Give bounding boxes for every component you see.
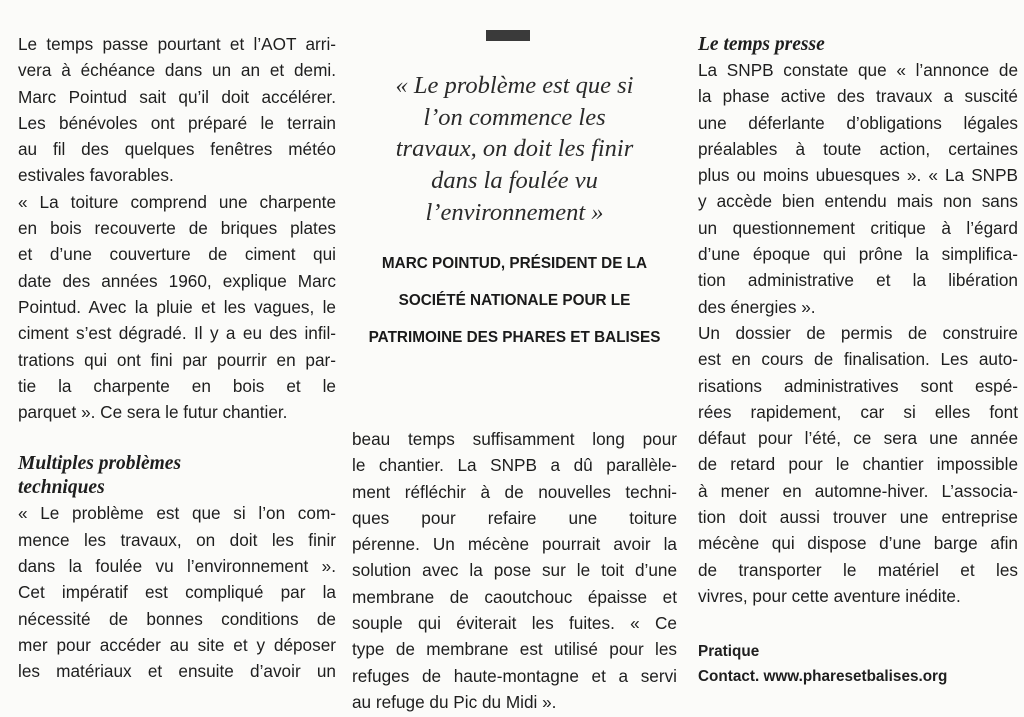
- text-line: La SNPB constate que « l’annonce de: [698, 60, 1018, 80]
- text-line: estivales favorables.: [18, 165, 174, 186]
- text-line: et d’une couverture de ciment qui: [18, 244, 336, 265]
- text-line: les matériaux et ensuite d’avoir un: [18, 661, 336, 682]
- quote-line: l’environnement »: [425, 198, 604, 226]
- section-heading-le-temps-presse: Le temps presse: [698, 34, 825, 55]
- paragraph-snpb: [698, 57, 1018, 320]
- text-line: vivres, pour cette aventure inédite.: [698, 585, 961, 606]
- text-line: des énergies ».: [698, 296, 816, 317]
- text-line: Les bénévoles ont préparé le terrain: [18, 112, 336, 133]
- text-line: la phase active des travaux a suscité: [698, 86, 1018, 107]
- text-line: Pointud. Avec la pluie et les vagues, le: [18, 296, 336, 317]
- quote-divider-bar: [486, 30, 530, 41]
- text-line: parquet ». Ce sera le futur chantier.: [18, 402, 288, 423]
- text-line: Cet impératif est compliqué par la: [18, 582, 336, 603]
- text-line: Le temps passe pourtant et l’AOT arri-: [18, 34, 336, 54]
- text-line: souple qui éviterait les fuites. « Ce: [352, 613, 677, 634]
- text-line: au fil des quelques fenêtres météo: [18, 139, 336, 160]
- quote-line: « Le problème est que si: [395, 72, 634, 99]
- text-line: ment réfléchir à de nouvelles techni-: [352, 481, 677, 502]
- quote-line: travaux, on doit les finir: [395, 135, 634, 163]
- quote-line: l’on commence les: [423, 103, 606, 131]
- heading-line: Multiples problèmes: [18, 453, 182, 475]
- text-line: est en cours de finalisation. Les auto-: [698, 349, 1018, 370]
- pull-quote-text: [352, 70, 677, 229]
- text-line: une déferlante d’obligations légales: [698, 112, 1018, 133]
- paragraph-aot: [18, 31, 336, 189]
- text-line: Marc Pointud sait qu’il doit accélérer.: [18, 86, 336, 107]
- text-line: mécène qui dispose d’une barge afin: [698, 533, 1018, 554]
- section-heading-multiples-problemes: [18, 452, 336, 500]
- text-line: dans la foulée vu l’environnement ».: [18, 556, 336, 577]
- text-line: au refuge du Pic du Midi ».: [352, 691, 557, 712]
- text-line: ques pour refaire une toiture: [352, 507, 677, 528]
- pratique-box: [698, 639, 1018, 689]
- text-line: solution avec la pose sur le toit d’une: [352, 560, 677, 581]
- text-line: tion doit aussi trouver une entreprise: [698, 507, 1018, 528]
- text-line: préalables à toute action, certaines: [698, 138, 1018, 159]
- paragraph-probleme: [18, 500, 336, 684]
- article-column-1: [18, 31, 336, 685]
- text-line: mence les travaux, on doit les finir: [18, 529, 336, 550]
- text-line: tie la charpente en bois et le: [18, 375, 336, 396]
- text-line: de transporter le matériel et les: [698, 559, 1018, 580]
- text-line: Un dossier de permis de construire: [698, 322, 1018, 343]
- contact-link[interactable]: Contact. www.pharesetbalises.org: [698, 668, 948, 685]
- text-line: trations qui ont fini par pourrir en par-: [18, 349, 336, 370]
- text-line: en bois recouverte de briques plates: [18, 218, 336, 239]
- text-line: beau temps suffisamment long pour: [352, 429, 677, 449]
- text-line: vera à échéance dans un an et demi.: [18, 60, 336, 81]
- spacer: [18, 425, 336, 452]
- text-line: de retard pour le chantier impossible: [698, 454, 1018, 475]
- text-line: refuges de haute-montagne et a servi: [352, 665, 677, 686]
- text-line: risations administratives sont espé-: [698, 375, 1018, 396]
- text-line: type de membrane est utilisé pour les: [352, 639, 677, 660]
- quote-line: dans la foulée vu: [431, 167, 598, 195]
- text-line: plus ou moins ubuesques ». « La SNPB: [698, 165, 1018, 186]
- pratique-label: Pratique: [698, 643, 760, 660]
- text-line: défaut pour l’été, ce sera une année: [698, 428, 1018, 449]
- text-line: pérenne. Un mécène pourrait avoir la: [352, 534, 677, 555]
- text-line: « Le problème est que si l’on com-: [18, 503, 336, 524]
- paragraph-permis: [698, 320, 1018, 609]
- text-line: d’une époque qui prône la simplifica-: [698, 244, 1018, 265]
- paragraph-toiture: [18, 189, 336, 426]
- author-line: PATRIMOINE DES PHARES ET BALISES: [368, 329, 661, 346]
- text-line: ciment s’est dégradé. Il y a eu des infil-: [18, 323, 336, 344]
- text-line: rées rapidement, car si elles font: [698, 401, 1018, 422]
- text-line: y accède bien entendu mais non sans: [698, 191, 1018, 212]
- author-line: MARC POINTUD, PRÉSIDENT DE LA: [381, 255, 648, 272]
- author-line: SOCIÉTÉ NATIONALE POUR LE: [398, 292, 631, 309]
- text-line: nécessité de bonnes conditions de: [18, 608, 336, 629]
- pull-quote: [352, 30, 677, 425]
- text-line: tion administrative et la libération: [698, 270, 1018, 291]
- pull-quote-author: [352, 245, 677, 356]
- article-column-2: [352, 426, 677, 715]
- text-line: le chantier. La SNPB a dû parallèle-: [352, 455, 677, 476]
- text-line: date des années 1960, explique Marc: [18, 270, 336, 291]
- text-line: membrane de caoutchouc épaisse et: [352, 586, 677, 607]
- text-line: un questionnement critique à l’égard: [698, 217, 1018, 238]
- text-line: mer pour accéder au site et y déposer: [18, 634, 336, 655]
- text-line: à mener en automne-hiver. L’associa-: [698, 480, 1018, 501]
- heading-line: techniques: [18, 477, 105, 499]
- text-line: « La toiture comprend une charpente: [18, 191, 336, 212]
- article-column-3: [698, 33, 1018, 609]
